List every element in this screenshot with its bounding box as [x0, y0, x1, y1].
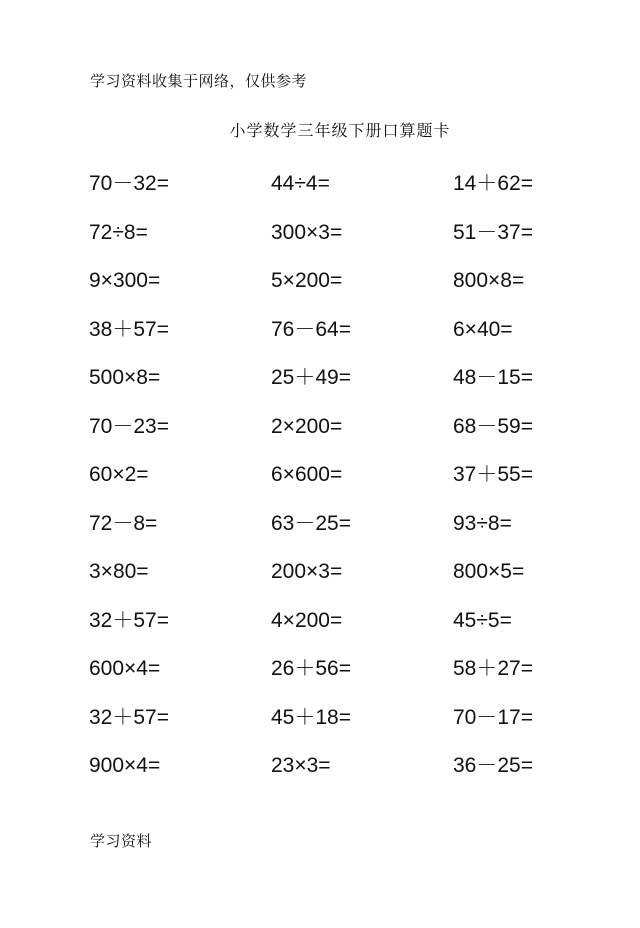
problem-r4-c2: 76－64= [271, 317, 351, 341]
problem-r4-c1: 38＋57= [89, 317, 169, 341]
problem-r7-c2: 6×600= [271, 463, 343, 486]
problem-r8-c1: 72－8= [89, 511, 158, 535]
problem-r7-c1: 60×2= [89, 463, 149, 486]
problem-r8-c3: 93÷8= [453, 511, 512, 535]
problem-r6-c3: 68－59= [453, 414, 533, 438]
problem-r13-c1: 900×4= [89, 754, 161, 777]
problem-r11-c1: 600×4= [89, 657, 161, 680]
page-title: 小学数学三年级下册口算题卡 [229, 121, 451, 140]
problem-r10-c2: 4×200= [271, 608, 343, 632]
problem-r13-c2: 23×3= [271, 754, 331, 777]
problem-r10-c3: 45÷5= [453, 608, 512, 632]
problem-r1-c1: 70－32= [89, 172, 169, 195]
problem-r6-c2: 2×200= [271, 414, 343, 438]
problem-grid [89, 171, 589, 802]
problem-r7-c3: 37＋55= [453, 463, 533, 486]
problem-r11-c2: 26＋56= [271, 657, 351, 680]
problem-r2-c2: 300×3= [271, 220, 343, 244]
problem-r4-c3: 6×40= [453, 317, 513, 341]
problem-r10-c1: 32＋57= [89, 608, 169, 632]
header-note: 学习资料收集于网络，仅供参考 [90, 72, 308, 90]
footer-note: 学习资料 [90, 832, 153, 850]
problem-r3-c2: 5×200= [271, 269, 343, 292]
problem-r5-c2: 25＋49= [271, 366, 351, 389]
problem-r2-c3: 51－37= [453, 220, 533, 244]
problem-r2-c1: 72÷8= [89, 220, 148, 244]
problem-r3-c3: 800×8= [453, 269, 525, 292]
problem-r12-c2: 45＋18= [271, 705, 351, 729]
problem-r13-c3: 36－25= [453, 754, 533, 777]
problem-r9-c3: 800×5= [453, 560, 525, 583]
problem-r6-c1: 70－23= [89, 414, 169, 438]
problem-r8-c2: 63－25= [271, 511, 351, 535]
problem-r12-c1: 32＋57= [89, 705, 169, 729]
problem-r1-c2: 44÷4= [271, 172, 330, 195]
problem-r1-c3: 14＋62= [453, 172, 533, 195]
problem-r5-c1: 500×8= [89, 366, 161, 389]
problem-r9-c2: 200×3= [271, 560, 343, 583]
problem-r11-c3: 58＋27= [453, 657, 533, 680]
problem-r9-c1: 3×80= [89, 560, 149, 583]
problem-r3-c1: 9×300= [89, 269, 161, 292]
problem-r12-c3: 70－17= [453, 705, 533, 729]
problem-r5-c3: 48－15= [453, 366, 533, 389]
